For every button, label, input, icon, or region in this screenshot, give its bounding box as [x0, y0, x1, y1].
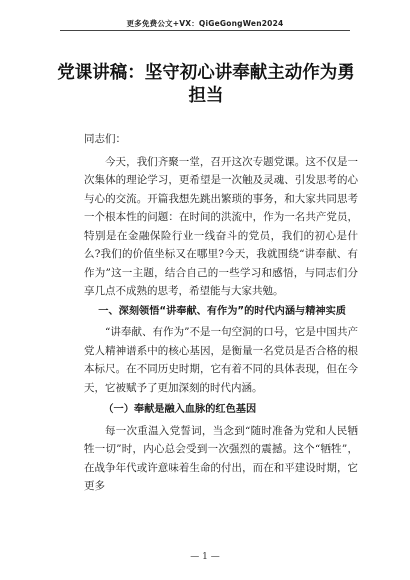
top-banner: 更多免费公文+VX：QiGeGongWen2024: [126, 19, 284, 28]
body-paragraph: 每一次重温入党誓词，当念到“随时准备为党和人民牺牲一切”时，内心总会受到一次强烈的震撼。这个“牺牲”，在战争年代或许意味着生命的付出，而在和平建设时期，它更多: [84, 424, 358, 492]
document-title: 党课讲稿：坚守初心讲奉献主动作为勇担当: [57, 63, 355, 106]
banner-divider: [60, 30, 350, 31]
greeting: 同志们：: [84, 133, 126, 145]
body-paragraph: “讲奉献、有作为”不是一句空洞的口号，它是中国共产党人精神谱系中的核心基因，是衡量一名党员是否合格的根本标尺。在不同历史时期，它有着不同的具体表现，但在今天，它被赋予了更加深刻的时代内涵。: [84, 326, 358, 394]
document-body: [84, 130, 358, 496]
section-heading: 一、深刻领悟“讲奉献、有作为”的时代内涵与精神实质: [98, 305, 346, 317]
body-paragraph: 今天，我们齐聚一堂，召开这次专题党课。这不仅是一次集体的理论学习，更希望是一次触及灵魂、引发思考的心与心的交流。开篇我想先跳出繁琐的事务，和大家共同思考一个根本性的问题：在时间的洪流中，作为一名共产党员，特别是在金融保险行业一线奋斗的党员，我们的初心是什么?我们的价值坐标又在哪里?今天，我就围绕“讲奉献、有作为”这一主题，结合自己的一些学习和感悟，与同志们分享几点不成熟的思考，希望能与大家共勉。: [84, 155, 358, 297]
page-number: — 1 —: [190, 552, 220, 562]
subsection-heading: （一）奉献是融入血脉的红色基因: [103, 403, 257, 415]
